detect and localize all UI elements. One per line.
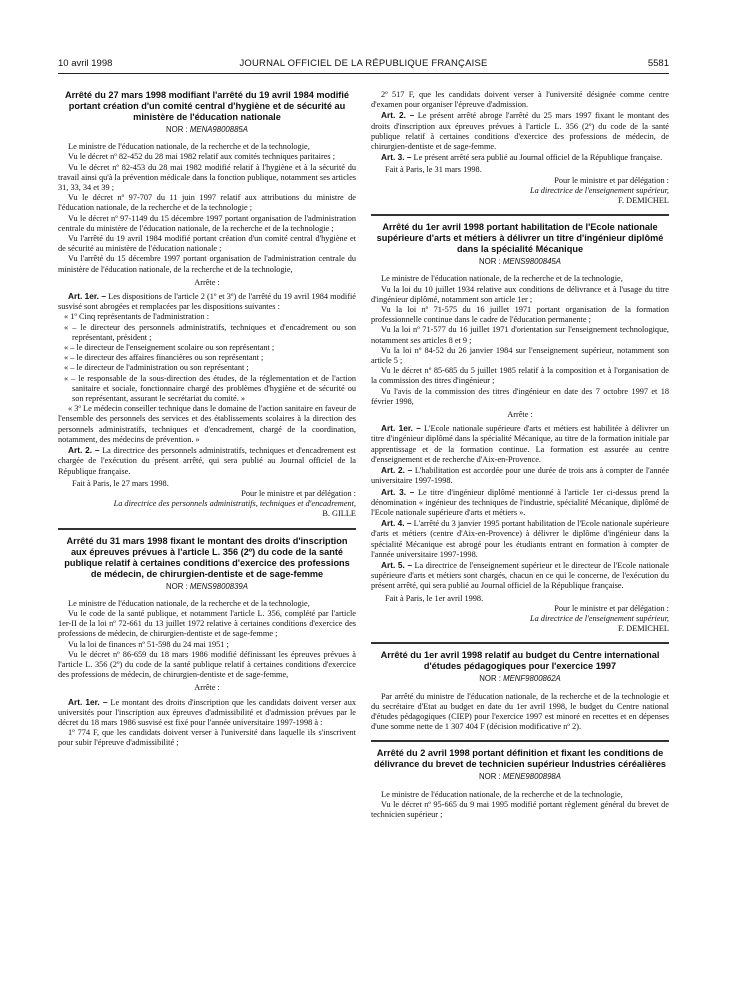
decree-paragraph: Le ministre de l'éducation nationale, de la recherche et de la technologie, xyxy=(381,789,623,799)
decree-title: Arrêté du 31 mars 1998 fixant le montant des droits d'inscription aux épreuves prévues à l'article L. 356 (2º) du code de la santé publique relatif à certaines conditions d'exercice des professions de médecin, de chirurgien-dentiste et de sage-femme xyxy=(64,535,350,579)
decree-paragraph: Le ministre de l'éducation nationale, de la recherche et de la technologie, xyxy=(68,142,310,152)
decree-paragraph: Vu le décret nº 86-659 du 18 mars 1986 modifié définissant les épreuves prévues à l'article L. 356 (2º) du code de la santé publique relatif à certaines conditions d'exercice des professions de médecin, de chirurgien-dentiste et de sage-femme, xyxy=(58,649,356,680)
signing-date: Fait à Paris, le 1er avril 1998. xyxy=(385,593,484,603)
decree-paragraph: Vu le décret nº 95-665 du 9 mai 1995 modifié portant règlement général du brevet de technicien supérieur ; xyxy=(371,799,669,819)
decree-paragraph: Vu l'arrêté du 19 avril 1984 modifié portant création d'un comité central d'hygiène et de sécurité au ministère de l'éducation nationale ; xyxy=(58,234,356,254)
signatory-title: La directrice des personnels administratifs, techniques et d'encadrement, xyxy=(113,499,356,509)
section-divider xyxy=(371,740,669,742)
nor-reference: NOR : MENF9800862A xyxy=(479,674,561,684)
section-divider xyxy=(58,528,356,530)
arrete-heading: Arrête : xyxy=(194,277,220,287)
header-date: 10 avril 1998 xyxy=(58,58,113,69)
decree-paragraph: Vu le décret nº 85-685 du 5 juillet 1985 relatif à la composition et à l'organisation de la commission des titres d'ingénieur ; xyxy=(371,366,669,386)
decree-paragraph: Vu le décret nº 97-707 du 11 juin 1997 relatif aux attributions du ministre de l'éducation nationale, de la recherche et de la technologie ; xyxy=(58,193,356,213)
article-2: Art. 2. – Le présent arrêté abroge l'arrêté du 25 mars 1997 fixant le montant des droits d'inscription aux épreuves prévues à l'article L. 356 (2º) du code de la santé publique relatif à certaines conditions d'exercice des professions de médecin, de chirurgien-dentiste et de sage-femme. xyxy=(371,110,670,152)
article-1: Art. 1er. – Le montant des droits d'inscription que les candidats doivent verser aux universités pour l'inscription aux épreuves d'admissibilité et d'admission prévues par le décret du 18 mars 1986 susvisé est fixé pour l'année universitaire 1997-1998 à : xyxy=(58,696,356,727)
page-header xyxy=(58,58,669,72)
signature-line: Pour le ministre et par délégation : xyxy=(241,488,356,498)
decree-paragraph: Vu la loi de finances nº 51-598 du 24 mai 1951 ; xyxy=(68,639,229,649)
decree-paragraph: Vu l'arrêté du 15 décembre 1997 portant organisation de l'administration centrale du ministère de l'éducation nationale, de la recherche et de la technologie, xyxy=(58,254,356,274)
article-5: Art. 5. – La directrice de l'enseignement supérieur et le directeur de l'Ecole nationale supérieure d'arts et métiers sont chargés, chacun en ce qui le concerne, de l'exécution du présent arrêté, qui sera publié au Journal officiel de la République française. xyxy=(371,559,669,591)
decree-paragraph: Par arrêté du ministre de l'éducation nationale, de la recherche et de la technologie et du secrétaire d'Etat au budget en date du 1er avril 1998, le budget du Centre national d'études pédagogiques (CIEP) pour l'exercice 1997 est minoré en recettes et en dépenses d'une somme nette de 1 307 404 F (décision modificative nº 2). xyxy=(371,691,669,732)
journal-title: JOURNAL OFFICIEL DE LA RÉPUBLIQUE FRANÇAISE xyxy=(239,58,488,69)
article-1: Art. 1er. – L'Ecole nationale supérieure d'arts et métiers est habilitée à délivrer un titre d'ingénieur diplômé dans la spécialité Mécanique, au titre de la formation initiale par apprentissage et de la formation continue. La formation est assurée au centre d'enseignement et de recherche d'Aix-en-Provence. xyxy=(371,423,669,464)
section-divider xyxy=(371,642,669,644)
decree-paragraph: Vu le décret nº 82-453 du 28 mai 1982 modifié relatif à l'hygiène et à la sécurité du travail ainsi qu'à la prévention médicale dans la fonction publique, notamment ses articles 31, 33, 34 et 39 ; xyxy=(58,162,357,193)
list-item: « – le directeur des affaires financières ou son représentant ; xyxy=(64,353,264,363)
list-item: « – le responsable de la sous-direction des études, de la réglementation et de l'action sanitaire et sociale, fonctionnaire chargé des problèmes d'hygiène et de sécurité ou son représentant, assurant le secrétariat du comité. » xyxy=(64,373,356,404)
signatory-name: F. DEMICHEL xyxy=(618,624,669,634)
decree-paragraph: Vu la loi nº 71-575 du 16 juillet 1971 portant organisation de la formation professionnelle continue dans le cadre de l'éducation permanente ; xyxy=(371,305,669,325)
signatory-name: B. GILLE xyxy=(322,509,356,519)
article-3: Art. 3. – Le titre d'ingénieur diplômé mentionné à l'article 1er ci-dessus prend la dénomination « ingénieur des techniques de l'industrie, spécialité Mécanique, diplômé de l'Ecole nationale supérieure d'arts et métiers ». xyxy=(371,486,669,517)
signatory-title: La directrice de l'enseignement supérieur, xyxy=(529,185,669,195)
article-2: Art. 2. – L'habilitation est accordée pour une durée de trois ans à compter de l'année universitaire 1997-1998. xyxy=(371,465,670,486)
signing-date: Fait à Paris, le 31 mars 1998. xyxy=(385,165,482,175)
decree-title: Arrêté du 27 mars 1998 modifiant l'arrêté du 19 avril 1984 modifié portant création d'un comité central d'hygiène et de sécurité au ministère de l'éducation nationale xyxy=(64,90,350,122)
article-2: Art. 2. – La directrice des personnels administratifs, techniques et d'encadrement est chargée de l'exécution du présent arrêté, qui sera publié au Journal officiel de la République française. xyxy=(58,445,356,476)
decree-paragraph: Vu la loi nº 71-577 du 16 juillet 1971 d'orientation sur l'enseignement technologique, notamment ses articles 8 et 9 ; xyxy=(371,325,669,345)
decree-paragraph: Vu la loi nº 84-52 du 26 janvier 1984 sur l'enseignement supérieur, notamment son article 5 ; xyxy=(371,345,669,366)
nor-reference: NOR : MENS9800845A xyxy=(479,257,561,267)
decree-paragraph: Vu le décret nº 82-452 du 28 mai 1982 relatif aux comités techniques paritaires ; xyxy=(68,152,336,162)
decree-paragraph: Vu l'avis de la commission des titres d'ingénieur en date des 7 octobre 1997 et 18 février 1998, xyxy=(371,386,669,406)
decree-title: Arrêté du 1er avril 1998 relatif au budget du Centre international d'études pédagogiques pour l'exercice 1997 xyxy=(380,650,660,672)
decree-title: Arrêté du 2 avril 1998 portant définition et fixant les conditions de délivrance du brevet de technicien supérieur Industries céréalières xyxy=(373,748,667,770)
decree-paragraph: Vu le code de la santé publique, et notamment l'article L. 356, complété par l'article 1er-II de la loi nº 72-661 du 13 juillet 1972 relative à certaines conditions d'exercice des professions de médecin, de chirurgien-dentiste et de sage-femme ; xyxy=(58,608,356,639)
decree-paragraph: « 3º Le médecin conseiller technique dans le domaine de l'action sanitaire en faveur de l'ensemble des personnels des services et des établissements scolaires à la direction des personnels administratifs, techniques et d'encadrement, chargé de la coordination, notamment, des médecins de prévention. » xyxy=(58,404,356,444)
signature-line: Pour le ministre et par délégation : xyxy=(554,603,669,613)
article-3: Art. 3. – Le présent arrêté sera publié au Journal officiel de la République française. xyxy=(381,152,663,163)
nor-reference: NOR : MENA9800885A xyxy=(166,125,248,134)
signatory-name: F. DEMICHEL xyxy=(618,196,669,206)
signature-line: Pour le ministre et par délégation : xyxy=(554,175,669,185)
nor-reference: NOR : MENS9800839A xyxy=(166,581,248,591)
decree-paragraph: Le ministre de l'éducation nationale, de la recherche et de la technologie, xyxy=(68,598,310,608)
list-item: « – le directeur de l'administration ou son représentant ; xyxy=(64,363,249,373)
decree-paragraph: 1º 774 F, que les candidats doivent verser à l'université dans laquelle ils s'inscrivent pour subir l'épreuve d'admissibilité ; xyxy=(58,728,356,748)
arrete-heading: Arrête : xyxy=(507,410,533,420)
header-rule xyxy=(58,73,669,74)
article-4: Art. 4. – L'arrêté du 3 janvier 1995 portant habilitation de l'Ecole nationale supérieure d'arts et métiers (centre d'Aix-en-Provence) à délivrer le diplôme d'ingénieur dans la spécialité Mécanique est abrogé pour les étudiants entrant en formation à compter de l'année universitaire 1997-1998. xyxy=(371,518,670,559)
section-divider xyxy=(371,214,669,216)
article-1: Art. 1er. – Les dispositions de l'article 2 (1º et 3º) de l'arrêté du 19 avril 1984 modifié susvisé sont abrogées et remplacées par les dispositions suivantes : xyxy=(58,291,356,312)
list-item: « – le directeur des personnels administratifs, techniques et d'encadrement ou son représentant, président ; xyxy=(64,322,356,342)
signatory-title: La directrice de l'enseignement supérieur, xyxy=(529,613,669,623)
decree-paragraph: Vu le décret nº 97-1149 du 15 décembre 1997 portant organisation de l'administration centrale du ministère de l'éducation nationale, de la recherche et de la technologie ; xyxy=(58,213,356,233)
page-number: 5581 xyxy=(647,58,669,69)
left-column xyxy=(58,90,356,749)
decree-paragraph: Le ministre de l'éducation nationale, de la recherche et de la technologie, xyxy=(381,274,623,284)
right-column xyxy=(371,90,669,820)
list-item: « 1º Cinq représentants de l'administration : xyxy=(64,312,210,322)
arrete-heading: Arrête : xyxy=(194,683,220,693)
nor-reference: NOR : MENE9800898A xyxy=(479,772,561,782)
decree-title: Arrêté du 1er avril 1998 portant habilitation de l'Ecole nationale supérieure d'arts et métiers à délivrer un titre d'ingénieur diplômé dans la spécialité Mécanique xyxy=(376,222,664,255)
decree-paragraph: 2º 517 F, que les candidats doivent verser à l'université désignée comme centre d'examen pour organiser l'épreuve d'admission. xyxy=(371,90,669,110)
list-item: « – le directeur de l'enseignement scolaire ou son représentant ; xyxy=(64,343,275,353)
signing-date: Fait à Paris, le 27 mars 1998. xyxy=(72,478,169,488)
decree-paragraph: Vu la loi du 10 juillet 1934 relative aux conditions de délivrance et à l'usage du titre d'ingénieur diplômé, notamment son article 1er ; xyxy=(371,284,669,304)
